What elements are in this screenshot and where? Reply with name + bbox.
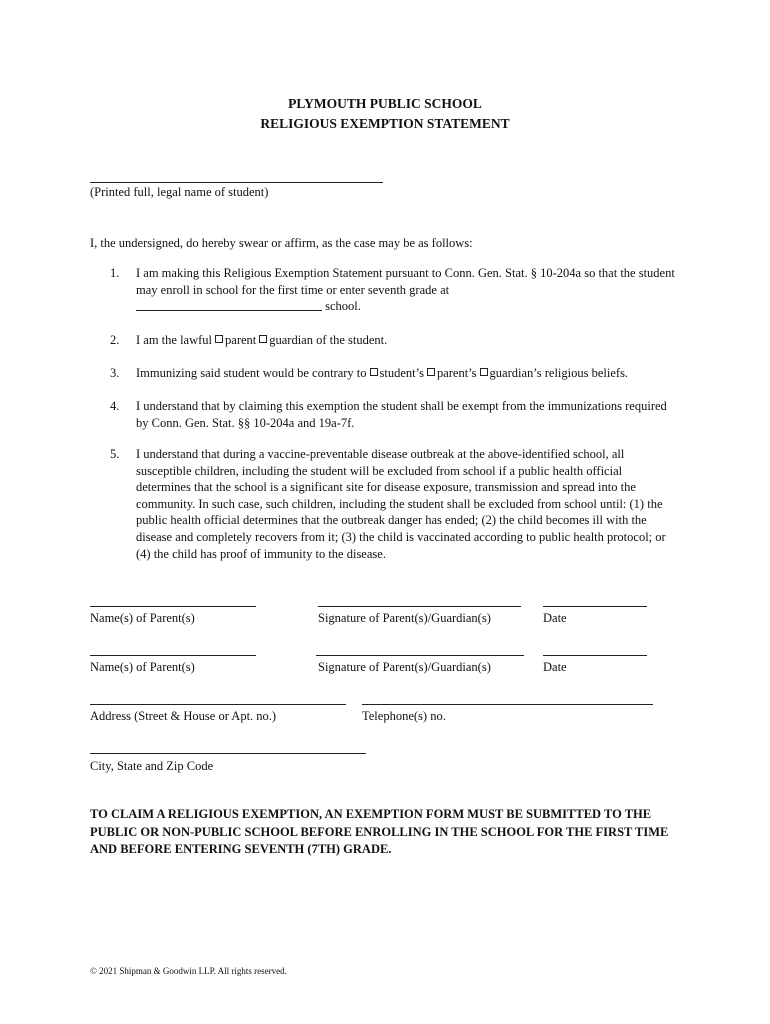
signature-line-1[interactable]	[318, 606, 521, 607]
telephone-line[interactable]	[362, 704, 653, 705]
parent-checkbox[interactable]	[215, 335, 223, 343]
school-name-heading: PLYMOUTH PUBLIC SCHOOL	[288, 96, 482, 111]
date-line-2[interactable]	[543, 655, 647, 656]
item-text: I understand that by claiming this exemption the student shall be exempt from the immunizations required by Conn. Gen. Stat. §§ 10-204a and 19a-7f.	[136, 399, 667, 430]
telephone-label: Telephone(s) no.	[362, 709, 446, 723]
city-state-zip-label: City, State and Zip Code	[90, 759, 214, 773]
parent-option-label: parent’s	[436, 366, 477, 380]
date-label-2: Date	[543, 660, 567, 674]
item-text: I am the lawful	[136, 333, 213, 347]
item-text: I am making this Religious Exemption Statement pursuant to Conn. Gen. Stat. § 10-204a so that the student may enroll in school for the first time or enter seventh grade at	[136, 266, 675, 297]
parent-checkbox[interactable]	[427, 368, 435, 376]
signature-line-2[interactable]	[316, 655, 524, 656]
item-text: Immunizing said student would be contrary to	[136, 366, 367, 380]
student-checkbox[interactable]	[370, 368, 378, 376]
parent-name-label-2: Name(s) of Parent(s)	[90, 660, 195, 674]
student-name-line[interactable]	[90, 182, 383, 183]
signature-label-1: Signature of Parent(s)/Guardian(s)	[318, 611, 491, 625]
signature-label-2: Signature of Parent(s)/Guardian(s)	[318, 660, 491, 674]
parent-name-line-2[interactable]	[90, 655, 256, 656]
parent-option-label: parent	[225, 333, 257, 347]
intro-statement: I, the undersigned, do hereby swear or affirm, as the case may be as follows:	[90, 236, 473, 250]
address-label: Address (Street & House or Apt. no.)	[90, 709, 277, 723]
statement-item-5	[110, 446, 680, 562]
copyright-footer: © 2021 Shipman & Goodwin LLP. All rights reserved.	[90, 966, 287, 976]
item-number: 3.	[110, 366, 120, 380]
statement-item-2	[110, 332, 680, 349]
submission-notice: TO CLAIM A RELIGIOUS EXEMPTION, AN EXEMPTION FORM MUST BE SUBMITTED TO THE PUBLIC OR NON-PUBLIC SCHOOL BEFORE ENROLLING IN THE SCHOOL FOR THE FIRST TIME AND BEFORE ENTERING SEVENTH (7TH) GRADE.	[90, 807, 669, 856]
parent-name-label-1: Name(s) of Parent(s)	[90, 611, 195, 625]
item-number: 2.	[110, 333, 120, 347]
student-option-label: student’s	[379, 366, 424, 380]
item-text-suffix: school.	[325, 299, 361, 314]
form-title-heading: RELIGIOUS EXEMPTION STATEMENT	[260, 116, 510, 131]
statement-item-4	[110, 398, 680, 431]
guardian-option-label: guardian’s religious beliefs.	[489, 366, 629, 380]
city-state-zip-line[interactable]	[90, 753, 366, 754]
student-name-label: (Printed full, legal name of student)	[90, 185, 269, 199]
item-number: 5.	[110, 447, 120, 461]
address-line[interactable]	[90, 704, 346, 705]
item-text: I understand that during a vaccine-preventable disease outbreak at the above-identified school, all susceptible children, including the student will be excluded from school if a public health official determines that the school is a significant site for disease exposure, transmission and spread into the community. In such case, such children, including the student shall be excluded from school until: (1) the public health official determines that the outbreak danger has ended; (2) the child becomes ill with the disease and completely recovers from it; (3) the child is vaccinated according to public health protocol; or (4) the child has proof of immunity to the disease.	[136, 447, 666, 561]
guardian-checkbox[interactable]	[259, 335, 267, 343]
statement-item-1	[110, 265, 680, 315]
guardian-checkbox[interactable]	[480, 368, 488, 376]
guardian-option-label: guardian of the student.	[269, 333, 388, 347]
statement-item-3	[110, 365, 680, 382]
date-line-1[interactable]	[543, 606, 647, 607]
item-number: 4.	[110, 399, 120, 413]
item-number: 1.	[110, 266, 120, 280]
school-name-blank[interactable]	[136, 299, 322, 311]
parent-name-line-1[interactable]	[90, 606, 256, 607]
date-label-1: Date	[543, 611, 567, 625]
